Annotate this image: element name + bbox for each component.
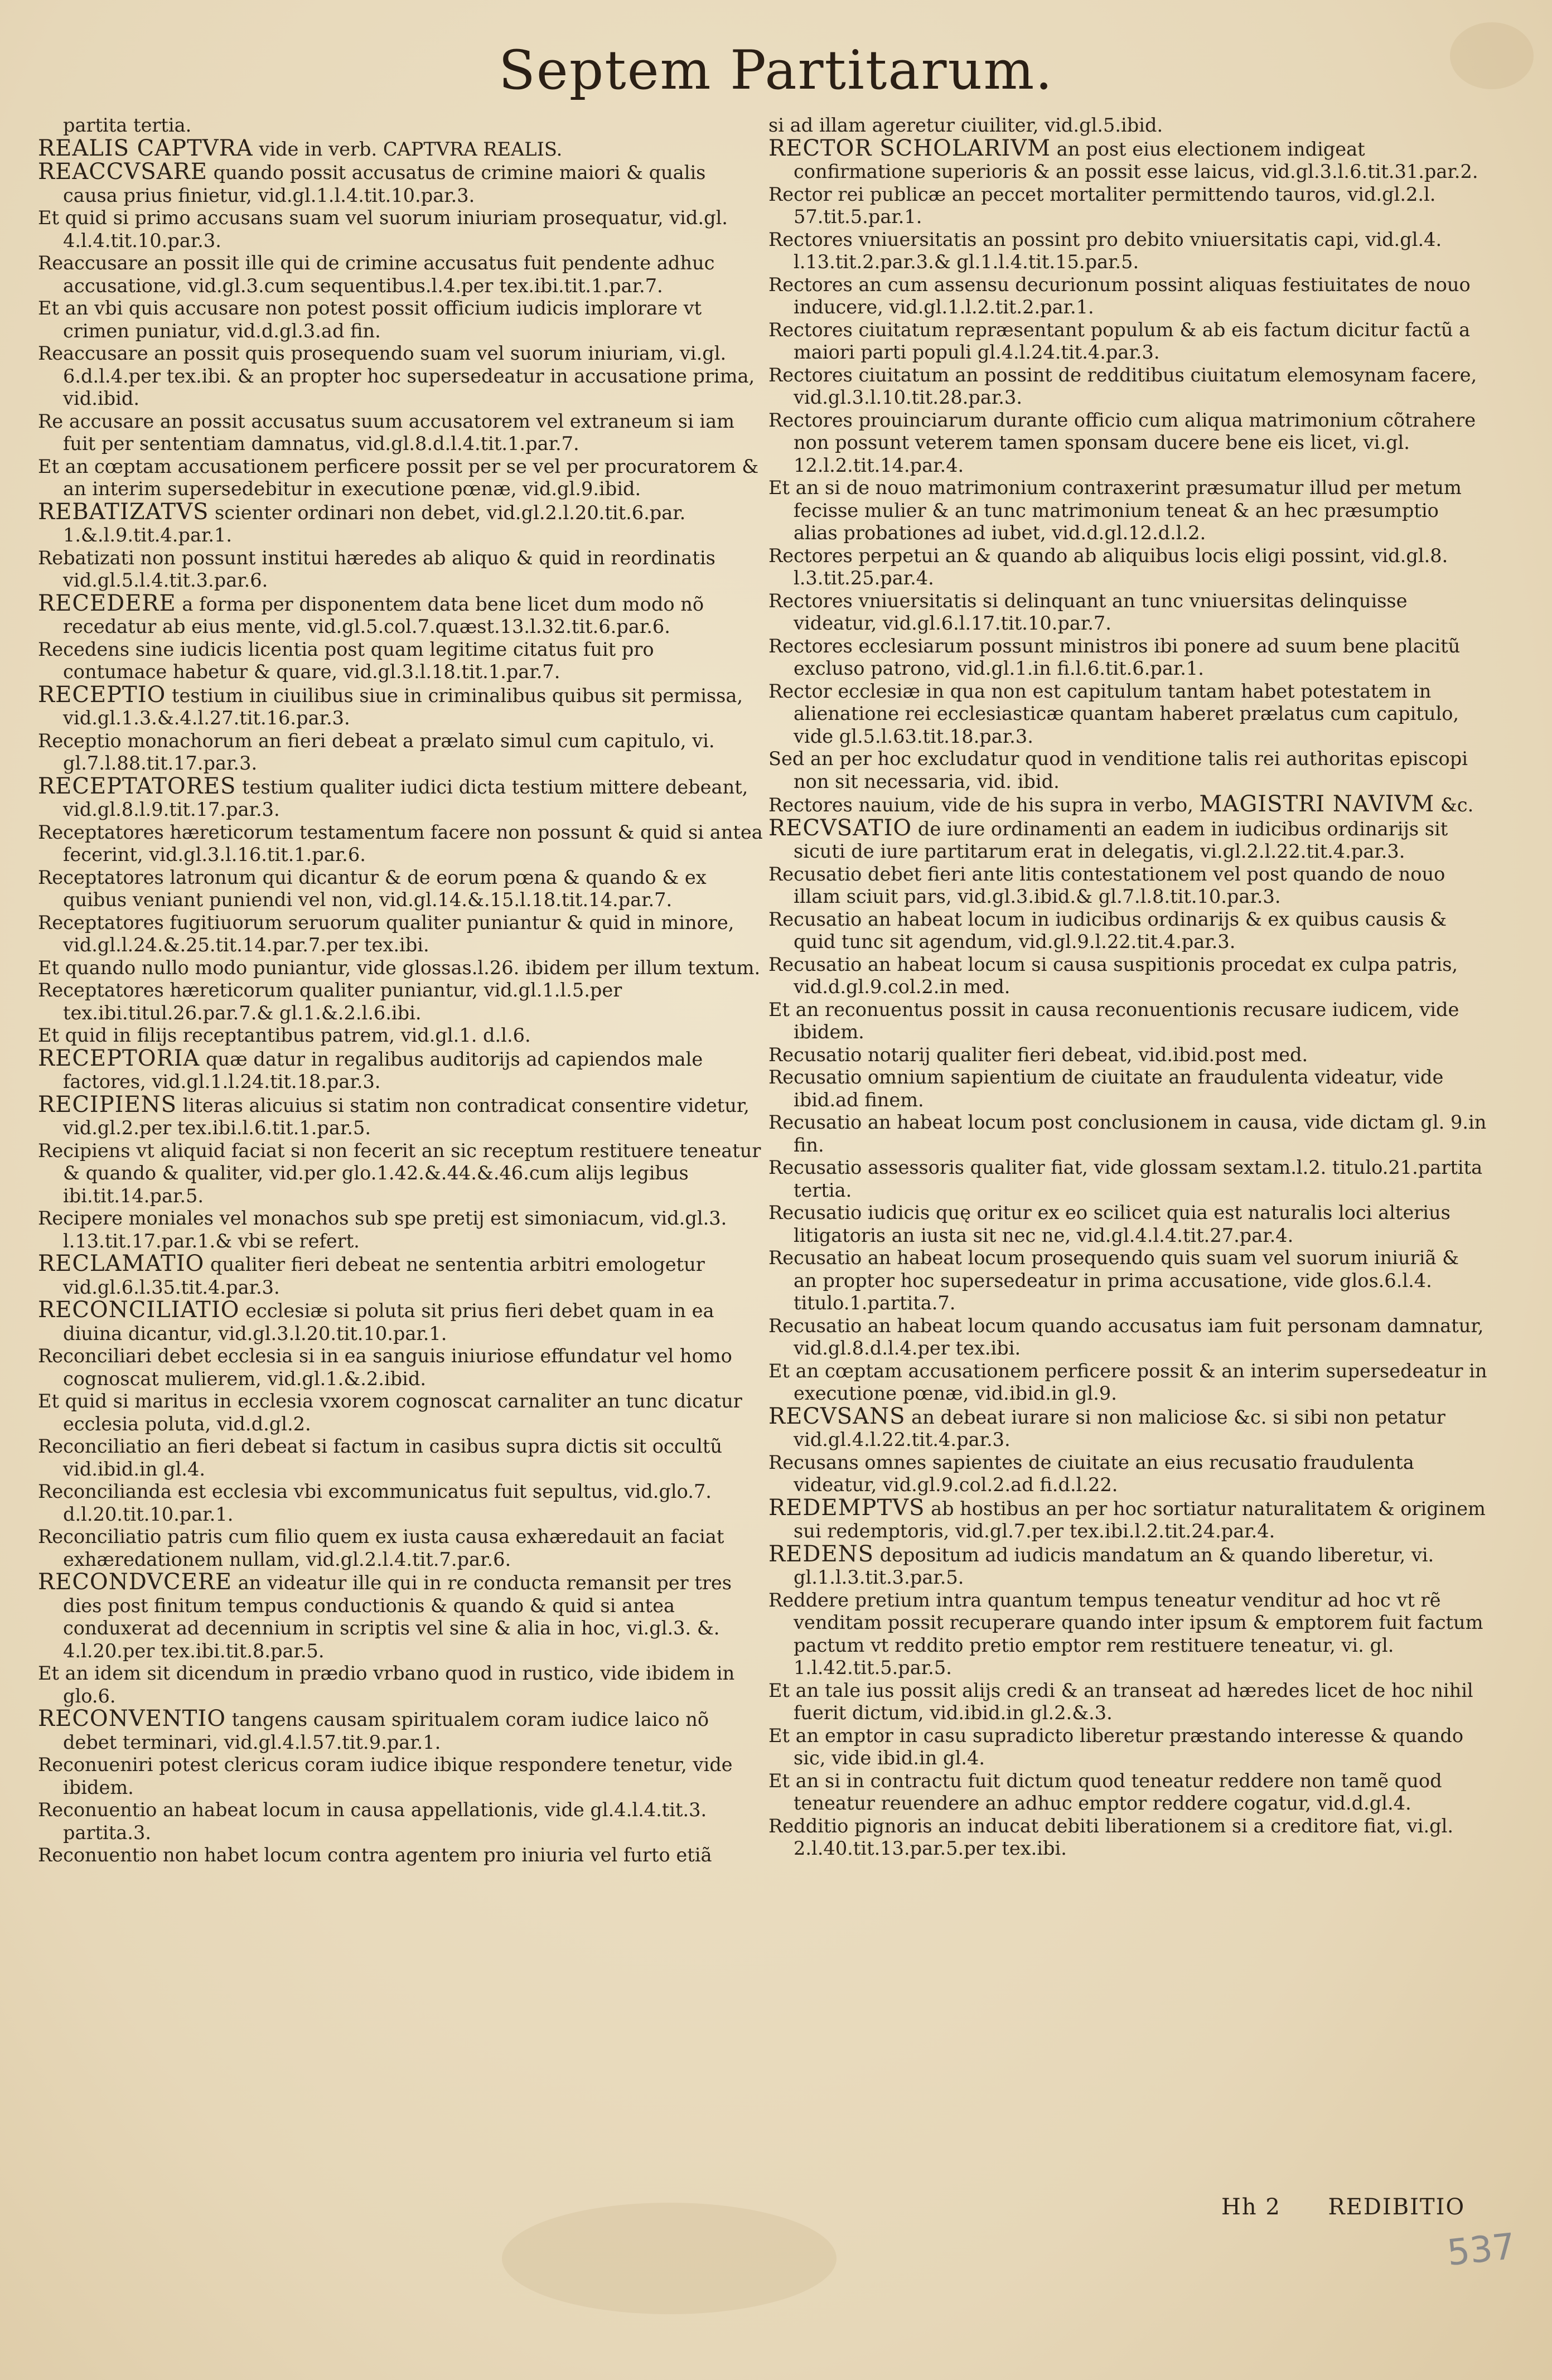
entry-text: de iure ordinamenti an eadem in iudicibus ordinarijs sit sicuti de iure partitarum erat in delegatis, vi.gl.2.l.22.tit.4.par.3. — [794, 817, 1448, 862]
entry-text: Rebatizati non possunt institui hæredes ab aliquo & quid in reordinatis vid.gl.5.l.4.tit.3.par.6. — [38, 546, 715, 591]
index-entry — [768, 1315, 1488, 1360]
entry-text: Recusans omnes sapientes de ciuitate an eius recusatio fraudulenta videatur, vid.gl.9.col.2.ad fi.d.l.22. — [768, 1451, 1414, 1496]
index-entry — [38, 912, 763, 957]
entry-text: Recedens sine iudicis licentia post quam legitime citatus fuit pro contumace habetur & quare, vid.gl.3.l.18.tit.1.par.7. — [38, 638, 654, 683]
entry-headword: RECEPTIO — [38, 681, 166, 708]
entry-text: Reconuentio non habet locum contra agentem pro iniuria vel furto etiã — [38, 1844, 712, 1866]
entry-text: Reconcilianda est ecclesia vbi excommunicatus fuit sepultus, vid.glo.7. d.l.20.tit.10.par.1. — [38, 1481, 712, 1525]
entry-text: &c. — [1434, 794, 1474, 816]
entry-text: Recusatio assessoris qualiter fiat, vide glossam sextam.l.2. titulo.21.partita tertia. — [768, 1157, 1483, 1201]
index-entry — [38, 1390, 763, 1435]
entry-headword: RECLAMATIO — [38, 1251, 205, 1276]
index-entry — [38, 1047, 763, 1094]
entry-headword: RECONCILIATIO — [38, 1297, 240, 1323]
index-entry — [768, 409, 1488, 477]
entry-text: Et an idem sit dicendum in prædio vrbano quod in rustico, vide ibidem in glo.6. — [38, 1662, 735, 1707]
index-entry — [38, 681, 763, 730]
entry-text: Et an cœptam accusationem perficere possit & an interim supersedeatur in executione pœnæ, vid.ibid.in gl.9. — [768, 1360, 1487, 1404]
index-entry — [768, 1494, 1488, 1543]
entry-headword: RECEDERE — [38, 590, 176, 616]
index-entry — [768, 908, 1488, 954]
index-entry — [768, 590, 1488, 635]
index-entry — [38, 592, 763, 638]
index-entry — [768, 137, 1488, 183]
index-entry — [768, 1405, 1488, 1452]
entry-text: Rectores an cum assensu decurionum possint aliquas festiuitates de nouo inducere, vid.gl.1.l.2.tit.2.par.1. — [768, 273, 1471, 318]
entry-text: Reaccusare an possit quis prosequendo suam vel suorum iniuriam, vi.gl. 6.d.l.4.per tex.ibi. & an propter hoc supersedeatur in accusatione prima, vid.ibid. — [38, 342, 755, 409]
index-entry — [38, 1299, 763, 1345]
entry-text: ecclesiæ si poluta sit prius fieri debet quam in ea diuina dicantur, vid.gl.3.l.20.tit.10.par.1. — [63, 1300, 714, 1344]
index-entry — [768, 1815, 1488, 1860]
entry-text: Recipiens vt aliquid faciat si non fecerit an sic receptum restituere teneatur & quando & qualiter, vid.per glo.1.42.&.44.&.46.cum alijs legibus ibi.tit.14.par.5. — [38, 1139, 761, 1207]
index-entry — [768, 817, 1488, 863]
index-entry — [768, 954, 1488, 999]
index-entry — [38, 297, 763, 342]
index-entry — [38, 137, 763, 161]
entry-headword: RECEPTORIA — [38, 1045, 200, 1071]
entry-text: ab hostibus an per hoc sortiatur naturalitatem & originem sui redemptoris, vid.gl.7.per tex.ibi.l.2.tit.24.par.4. — [794, 1497, 1486, 1542]
index-entry — [768, 863, 1488, 908]
index-entry — [768, 1066, 1488, 1111]
index-entry — [38, 114, 763, 137]
entry-headword: REALIS CAPTVRA — [38, 135, 253, 161]
entry-text: Et an tale ius possit alijs credi & an transeat ad hæredes licet de hoc nihil fuerit dictum, vid.ibid.in gl.2.&.3. — [768, 1679, 1473, 1724]
index-entry — [38, 1571, 763, 1662]
index-entry — [38, 501, 763, 547]
entry-text: Reconciliatio patris cum filio quem ex iusta causa exhæredauit an faciat exhæredationem nullam, vid.gl.2.l.4.tit.7.par.6. — [38, 1526, 724, 1570]
entry-text: Recusatio debet fieri ante litis contestationem vel post quando de nouo illam sciuit pars, vid.gl.3.ibid.& gl.7.l.8.tit.10.par.3. — [768, 863, 1445, 907]
entry-text: Recusatio an habeat locum in iudicibus ordinarijs & ex quibus causis & quid tunc sit agendum, vid.gl.9.l.22.tit.4.par.3. — [768, 908, 1447, 952]
index-entry — [38, 1207, 763, 1252]
entry-headword: RECVSATIO — [768, 815, 912, 841]
entry-headword: RECONDVCERE — [38, 1569, 233, 1595]
index-entry — [768, 1247, 1488, 1315]
index-entry — [38, 1435, 763, 1481]
index-entry — [38, 1481, 763, 1526]
entry-text: Rectores nauium, vide de his supra in verbo, — [768, 794, 1200, 816]
index-entry — [38, 207, 763, 252]
index-entry — [768, 364, 1488, 409]
index-entry — [38, 161, 763, 207]
page-footer — [1221, 2194, 1465, 2220]
index-entry — [38, 547, 763, 592]
index-entry — [38, 821, 763, 867]
entry-text: Reconciliatio an fieri debeat si factum in casibus supra dictis sit occultũ vid.ibid.in gl.4. — [38, 1435, 723, 1480]
index-entry — [768, 1452, 1488, 1497]
entry-text: Recusatio an habeat locum post conclusionem in causa, vide dictam gl. 9.in fin. — [768, 1111, 1487, 1156]
entry-text: tangens causam spiritualem coram iudice laico nõ debet terminari, vid.gl.4.l.57.tit.9.par.1. — [63, 1709, 709, 1753]
entry-text: scienter ordinari non debet, vid.gl.2.l.20.tit.6.par. 1.&.l.9.tit.4.par.1. — [63, 501, 686, 546]
entry-headword: RECTOR SCHOLARIVM — [768, 135, 1051, 161]
entry-text: Recusatio an habeat locum prosequendo quis suam vel suorum iniuriã & an propter hoc supersedeatur in prima accusatione, vide glos.6.l.4. titulo.1.partita.7. — [768, 1247, 1459, 1314]
index-entry — [768, 477, 1488, 545]
entry-text: testium in ciuilibus siue in criminalibus quibus sit permissa, vid.gl.1.3.&.4.l.27.tit.16.par.3. — [63, 684, 743, 729]
index-entry — [38, 1252, 763, 1299]
index-entry — [38, 957, 763, 980]
entry-text: depositum ad iudicis mandatum an & quando liberetur, vi. gl.1.l.3.tit.3.par.5. — [794, 1544, 1434, 1588]
entry-text: Reconuentio an habeat locum in causa appellationis, vide gl.4.l.4.tit.3. partita.3. — [38, 1799, 707, 1844]
index-entry — [38, 638, 763, 684]
entry-text: Receptatores hæreticorum qualiter puniantur, vid.gl.1.l.5.per tex.ibi.titul.26.par.7.& gl.1.&.2.l.6.ibi. — [38, 979, 622, 1024]
index-entry — [768, 274, 1488, 319]
entry-text: Reconciliari debet ecclesia si in ea sanguis iniuriose effundatur vel homo cognoscat mulierem, vid.gl.1.&.2.ibid. — [38, 1345, 732, 1390]
entry-text: an videatur ille qui in re conducta remansit per tres dies post finitum tempus conductionis & quando & quid si antea conduxerat ad decennium in scriptis vel sine & alia in hoc, vi.gl.3. &. 4.l.20.per tex.ibi.tit.8.par.5. — [63, 1572, 732, 1662]
index-entry — [768, 793, 1488, 817]
entry-text: Recusatio an habeat locum quando accusatus iam fuit personam damnatur, vid.gl.8.d.l.4.per tex.ibi. — [768, 1314, 1484, 1359]
entry-text: an post eius electionem indigeat confirmatione superioris & an possit esse laicus, vid.gl.3.l.6.tit.31.par.2. — [794, 138, 1478, 182]
index-entry — [768, 114, 1488, 137]
entry-headword: REDEMPTVS — [768, 1494, 925, 1521]
index-entry — [768, 999, 1488, 1044]
entry-text: Redditio pignoris an inducat debiti liberationem si a creditore fiat, vi.gl. 2.l.40.tit.13.par.5.per tex.ibi. — [768, 1815, 1454, 1859]
index-entry — [38, 979, 763, 1024]
index-entry — [38, 1345, 763, 1390]
entry-text: Rectores ecclesiarum possunt ministros ibi ponere ad suum bene placitũ excluso patrono, vid.gl.1.in fi.l.6.tit.6.par.1. — [768, 635, 1461, 679]
index-entry — [38, 342, 763, 410]
page-header: Septem Partitarum. — [499, 39, 1053, 101]
index-entry — [38, 775, 763, 821]
entry-text: Rector ecclesiæ in qua non est capitulum tantam habet potestatem in alienatione rei ecclesiasticæ quantam haberet prælatus cum capitulo, vide gl.5.l.63.tit.18.par.3. — [768, 680, 1459, 747]
index-entry — [768, 1044, 1488, 1067]
index-entry — [38, 1844, 763, 1867]
entry-text: Rectores ciuitatum repræsentant populum & ab eis factum dicitur factũ a maiori parti populi gl.4.l.24.tit.4.par.3. — [768, 318, 1471, 363]
entry-text: Receptio monachorum an fieri debeat a prælato simul cum capitulo, vi. gl.7.l.88.tit.17.par.3. — [38, 729, 715, 774]
entry-headword: MAGISTRI NAVIVM — [1199, 791, 1435, 817]
entry-headword: REDENS — [768, 1541, 874, 1567]
entry-text: Et an vbi quis accusare non potest possit officium iudicis implorare vt crimen puniatur, vid.d.gl.3.ad fin. — [38, 297, 702, 342]
index-entry — [38, 1799, 763, 1844]
entry-text: Receptatores fugitiuorum seruorum qualiter puniantur & quid in minore, vid.gl.l.24.&.25.tit.14.par.7.per tex.ibi. — [38, 911, 734, 956]
entry-text: Recusatio an habeat locum si causa suspitionis procedat ex culpa patris, vid.d.gl.9.col.2.in med. — [768, 953, 1458, 998]
entry-text: vide in verb. CAPTVRA REALIS. — [253, 138, 563, 160]
index-entry — [38, 1091, 763, 1140]
entry-headword: RECONVENTIO — [38, 1706, 226, 1731]
entry-text: Et an si in contractu fuit dictum quod teneatur reddere non tamẽ quod teneatur reuendere an adhuc emptor reddere cogatur, vid.d.gl.4. — [768, 1769, 1442, 1814]
entry-text: Sed an per hoc excludatur quod in venditione talis rei authoritas episcopi non sit necessaria, vid. ibid. — [768, 748, 1468, 792]
entry-headword: RECVSANS — [768, 1403, 906, 1429]
entry-text: testium qualiter iudici dicta testium mittere debeant, vid.gl.8.l.9.tit.17.par.3. — [63, 776, 748, 820]
index-entry — [768, 680, 1488, 748]
entry-headword: REBATIZATVS — [38, 499, 209, 525]
entry-text: si ad illam ageretur ciuiliter, vid.gl.5.ibid. — [768, 114, 1163, 136]
entry-text: Reconueniri potest clericus coram iudice ibique respondere tenetur, vide ibidem. — [38, 1754, 733, 1798]
index-entry — [768, 1680, 1488, 1725]
index-entry — [38, 1024, 763, 1047]
index-entry — [768, 1543, 1488, 1589]
entry-text: Et an reconuentus possit in causa reconuentionis recusare iudicem, vide ibidem. — [768, 998, 1459, 1043]
entry-text: quando possit accusatus de crimine maiori & qualis causa prius finietur, vid.gl.1.l.4.tit.10.par.3. — [63, 162, 706, 206]
index-entry — [768, 1157, 1488, 1202]
entry-text: Rector rei publicæ an peccet mortaliter permittendo tauros, vid.gl.2.l. 57.tit.5.par.1. — [768, 183, 1436, 228]
entry-text: a forma per disponentem data bene licet dum modo nõ recedatur ab eius mente, vid.gl.5.col.7.quæst.13.l.32.tit.6.par.6. — [63, 593, 704, 637]
entry-text: Et quid si maritus in ecclesia vxorem cognoscat carnaliter an tunc dicatur ecclesia poluta, vid.d.gl.2. — [38, 1390, 742, 1435]
index-entry — [38, 867, 763, 912]
handwritten-page-number: 537 — [1445, 2226, 1517, 2275]
index-entry — [768, 1770, 1488, 1815]
index-entry — [768, 229, 1488, 274]
entry-text: Et an emptor in casu supradicto liberetur præstando interesse & quando sic, vide ibid.in gl.4. — [768, 1724, 1464, 1769]
catchword: REDIBITIO — [1328, 2194, 1466, 2220]
index-entry — [768, 635, 1488, 680]
entry-text: Reddere pretium intra quantum tempus teneatur venditur ad hoc vt rẽ venditam possit recuperare quando inter ipsum & emptorem fuit factum pactum vt reddito pretio emptor rem restituere teneatur, vi. gl. 1.l.42.tit.5.par.5. — [768, 1589, 1483, 1678]
entry-text: Et quid in filijs receptantibus patrem, vid.gl.1. d.l.6. — [38, 1024, 531, 1046]
entry-headword: RECIPIENS — [38, 1091, 177, 1118]
index-entry — [38, 410, 763, 456]
entry-text: literas alicuius si statim non contradicat consentire videtur, vid.gl.2.per tex.ibi.l.6.tit.1.par.5. — [63, 1094, 750, 1139]
index-entry — [38, 1526, 763, 1571]
entry-text: Receptatores hæreticorum testamentum facere non possunt & quid si antea fecerint, vid.gl.3.l.16.tit.1.par.6. — [38, 821, 763, 865]
entry-text: Recusatio iudicis quę oritur ex eo scilicet quia est naturalis loci alterius litigatoris an iusta sit nec ne, vid.gl.4.l.4.tit.27.par.4. — [768, 1202, 1451, 1246]
index-entry — [38, 1707, 763, 1754]
entry-headword: REACCVSARE — [38, 159, 207, 185]
entry-text: Et an si de nouo matrimonium contraxerint præsumatur illud per metum fecisse mulier & an tunc matrimonium teneat & an hec præsumptio alias probationes ad iubet, vid.d.gl.12.d.l.2. — [768, 477, 1462, 544]
index-entry — [768, 183, 1488, 229]
index-entry — [768, 1589, 1488, 1680]
index-entry — [38, 730, 763, 775]
index-entry — [768, 1725, 1488, 1770]
entry-text: Rectores vniuersitatis an possint pro debito vniuersitatis capi, vid.gl.4. l.13.tit.2.par.3.& gl.1.l.4.tit.15.par.5. — [768, 228, 1442, 273]
entry-text: Receptatores latronum qui dicantur & de eorum pœna & quando & ex quibus veniant puniendi vel non, vid.gl.14.&.15.l.18.tit.14.par.7. — [38, 866, 707, 911]
entry-text: Re accusare an possit accusatus suum accusatorem vel extraneum si iam fuit per sententiam damnatus, vid.gl.8.d.l.4.tit.1.par.7. — [38, 410, 735, 454]
entry-text: Recipere moniales vel monachos sub spe pretij est simoniacum, vid.gl.3. l.13.tit.17.par.1.& vbi se refert. — [38, 1207, 727, 1252]
index-entry — [38, 1754, 763, 1799]
index-entry — [38, 252, 763, 297]
entry-text: Et quid si primo accusans suam vel suorum iniuriam prosequatur, vid.gl. 4.l.4.tit.10.par.3. — [38, 207, 728, 251]
index-entry — [768, 1360, 1488, 1405]
index-entry — [768, 748, 1488, 793]
index-entry — [38, 1662, 763, 1707]
left-column — [38, 114, 763, 1867]
entry-text: Rectores perpetui an & quando ab aliquibus locis eligi possint, vid.gl.8. l.3.tit.25.par.4. — [768, 544, 1448, 589]
entry-text: Recusatio omnium sapientium de ciuitate an fraudulenta videatur, vide ibid.ad finem. — [768, 1066, 1444, 1111]
index-entry — [768, 1202, 1488, 1247]
index-entry — [38, 456, 763, 501]
right-column — [768, 114, 1488, 1860]
entry-text: Et an cœptam accusationem perficere possit per se vel per procuratorem & an interim supersedebitur in executione pœnæ, vid.gl.9.ibid. — [38, 455, 759, 500]
entry-text: partita tertia. — [63, 114, 192, 136]
entry-text: Et quando nullo modo puniantur, vide glossas.l.26. ibidem per illum textum. — [38, 956, 761, 979]
entry-text: qualiter fieri debeat ne sententia arbitri emologetur vid.gl.6.l.35.tit.4.par.3. — [63, 1254, 705, 1298]
index-entry — [768, 1111, 1488, 1157]
paper-stain — [502, 2203, 837, 2314]
entry-text: Rectores ciuitatum an possint de redditibus ciuitatum elemosynam facere, vid.gl.3.l.10.tit.28.par.3. — [768, 364, 1477, 408]
entry-text: Rectores prouinciarum durante officio cum aliqua matrimonium cõtrahere non possunt veterem tamen sponsam ducere bene eis licet, vi.gl. 12.l.2.tit.14.par.4. — [768, 409, 1476, 476]
entry-text: Recusatio notarij qualiter fieri debeat, vid.ibid.post med. — [768, 1043, 1308, 1066]
index-entry — [768, 545, 1488, 590]
signature-mark: Hh 2 — [1221, 2194, 1281, 2220]
entry-text: an debeat iurare si non maliciose &c. si sibi non petatur vid.gl.4.l.22.tit.4.par.3. — [794, 1406, 1445, 1450]
entry-text: quæ datur in regalibus auditorijs ad capiendos male factores, vid.gl.1.l.24.tit.18.par.3. — [63, 1048, 703, 1092]
entry-text: Reaccusare an possit ille qui de crimine accusatus fuit pendente adhuc accusatione, vid.gl.3.cum sequentibus.l.4.per tex.ibi.tit.1.par.7. — [38, 252, 715, 297]
index-entry — [38, 1140, 763, 1208]
entry-text: Rectores vniuersitatis si delinquant an tunc vniuersitas delinquisse videatur, vid.gl.6.l.17.tit.10.par.7. — [768, 589, 1408, 634]
entry-headword: RECEPTATORES — [38, 773, 236, 799]
index-entry — [768, 319, 1488, 364]
